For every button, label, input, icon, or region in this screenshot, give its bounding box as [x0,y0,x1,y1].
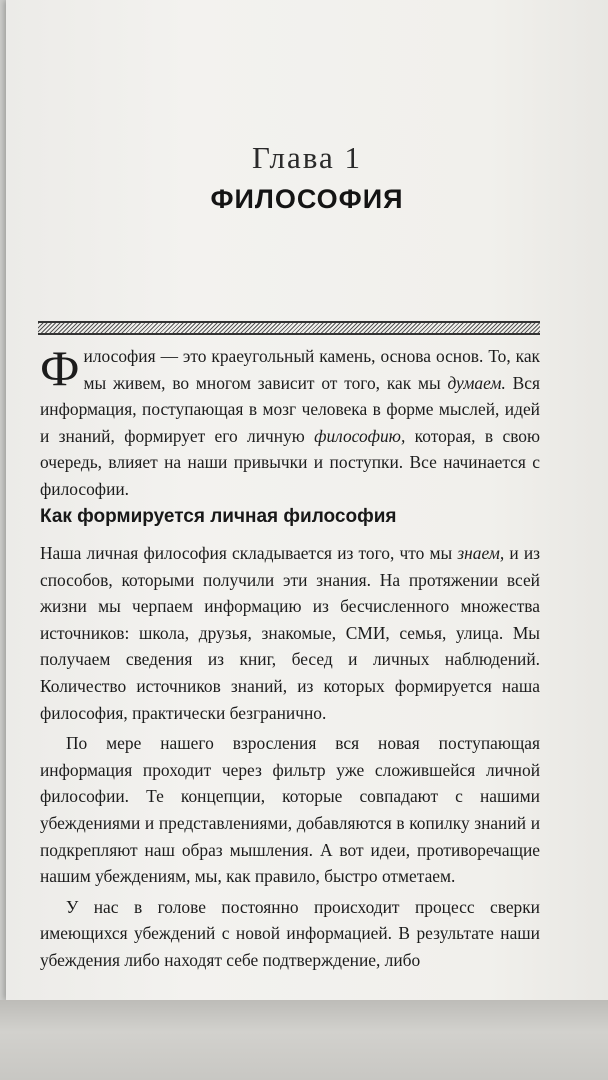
intro-italic-2: философию, [314,425,406,446]
decorative-rule [38,321,540,335]
paragraph-1 [40,540,540,726]
drop-cap: Ф [40,340,80,396]
page-edge-shadow [0,1000,608,1080]
paragraph-2: По мере нашего взросления вся новая поступающая информация проходит через фильтр уже сложившейся личной философии. Те концепции, которые совпадают с нашими убеждениями и представлениями, добавляются в копилку знаний и подкрепляют наш образ мышления. А вот идеи, противоречащие нашим убеждениям, мы, как правило, быстро отметаем. [40,733,540,887]
intro-paragraph [40,340,540,503]
paragraph-3: У нас в голове постоянно происходит процесс сверки имеющихся убеждений с новой информацией. В результате наши убеждения либо находят себе подтверждение, либо [40,896,540,970]
intro-text-1: илософия — это краеугольный камень, основа основ. То, как мы живем, во многом зависит от того, как мы [83,346,540,393]
p1-text-1: Наша личная философия складывается из того, что мы [40,543,458,563]
intro-text-3: которая, в свою очередь, влияет на наши привычки и поступки. Все начинается с философии. [40,425,540,499]
book-page [6,0,608,1000]
chapter-number: Глава 1 [251,140,363,175]
intro-text-2: Вся информация, поступающая в мозг человека в форме мыслей, идей и знаний, формирует его личную [40,372,540,446]
section-heading: Как формируется личная философия [40,506,397,527]
intro-italic-1: думаем. [447,372,506,393]
chapter-title: ФИЛОСОФИЯ [210,184,404,214]
p1-italic: знаем, [457,543,505,563]
p1-text-2: и из способов, которыми получили эти знания. На протяжении всей жизни мы черпаем информацию из бесчисленного множества источников: школа, друзья, знакомые, СМИ, семья, улица. Мы получаем сведения из книг, бесед и личных наблюдений. Количество источников знаний, из которых формируется наша философия, практически безгранично. [40,543,540,723]
section-body [40,540,540,974]
